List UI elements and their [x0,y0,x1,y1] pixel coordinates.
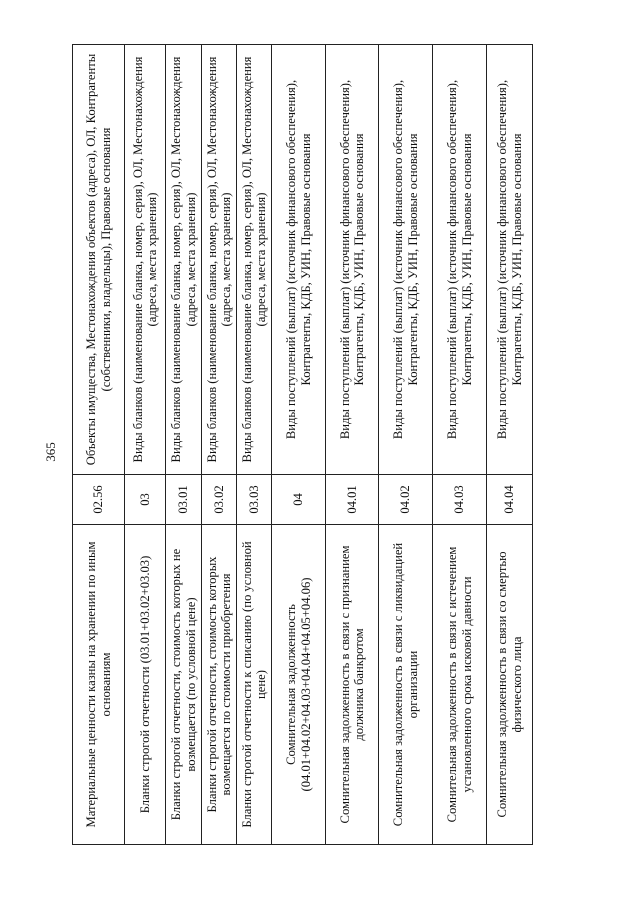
account-code-cell: 02.56 [73,475,125,525]
table-row [272,45,326,845]
table-row [166,45,202,845]
analytics-cell: Виды бланков (наименование бланка, номер, серия), ОЛ, Местонахождения (адреса, места хранения) [166,45,202,475]
table-row [433,45,487,845]
table-row [73,45,125,845]
account-name-cell: Материальные ценности казны на хранении по иным основаниям [73,525,125,845]
analytics-cell: Виды поступлений (выплат) (источник финансового обеспечения), Контрагенты, КДБ, УИН, Правовые основания [433,45,487,475]
account-name-cell: Бланки строгой отчетности, стоимость которых возмещается по стоимости приобретения [202,525,237,845]
analytics-cell: Виды бланков (наименование бланка, номер, серия), ОЛ, Местонахождения (адреса, места хранения) [202,45,237,475]
analytics-cell: Виды бланков (наименование бланка, номер, серия), ОЛ, Местонахождения (адреса, места хранения) [237,45,272,475]
account-name-cell: Сомнительная задолженность в связи с ликвидацией организации [379,525,433,845]
table-row [125,45,166,845]
account-name-cell: Сомнительная задолженность в связи с истечением установленного срока исковой давности [433,525,487,845]
page-number: 365 [43,442,58,462]
analytics-cell: Виды поступлений (выплат) (источник финансового обеспечения), Контрагенты, КДБ, УИН, Правовые основания [487,45,533,475]
account-name-cell: Бланки строгой отчетности к списанию (по условной цене) [237,525,272,845]
table-row [487,45,533,845]
account-code-cell: 03.01 [166,475,202,525]
account-code-cell: 04.01 [326,475,379,525]
table-row [237,45,272,845]
account-code-cell: 04.03 [433,475,487,525]
rotated-table-container [72,45,532,845]
account-code-cell: 03.02 [202,475,237,525]
account-code-cell: 03.03 [237,475,272,525]
account-code-cell: 03 [125,475,166,525]
account-name-cell: Бланки строгой отчетности (03.01+03.02+03.03) [125,525,166,845]
account-code-cell: 04 [272,475,326,525]
account-code-cell: 04.02 [379,475,433,525]
account-name-cell: Сомнительная задолженность (04.01+04.02+04.03+04.04+04.05+04.06) [272,525,326,845]
account-name-cell: Сомнительная задолженность в связи с признанием должника банкротом [326,525,379,845]
accounts-table [72,44,533,845]
analytics-cell: Виды бланков (наименование бланка, номер, серия), ОЛ, Местонахождения (адреса, места хранения) [125,45,166,475]
account-name-cell: Сомнительная задолженность в связи со смертью физического лица [487,525,533,845]
analytics-cell: Объекты имущества, Местонахождения объектов (адреса), ОЛ, Контрагенты (собственники, владельцы), Правовые основания [73,45,125,475]
analytics-cell: Виды поступлений (выплат) (источник финансового обеспечения), Контрагенты, КДБ, УИН, Правовые основания [272,45,326,475]
account-name-cell: Бланки строгой отчетности, стоимость которых не возмещается (по условной цене) [166,525,202,845]
account-code-cell: 04.04 [487,475,533,525]
analytics-cell: Виды поступлений (выплат) (источник финансового обеспечения), Контрагенты, КДБ, УИН, Правовые основания [379,45,433,475]
table-row [326,45,379,845]
table-row [379,45,433,845]
table-row [202,45,237,845]
analytics-cell: Виды поступлений (выплат) (источник финансового обеспечения), Контрагенты, КДБ, УИН, Правовые основания [326,45,379,475]
